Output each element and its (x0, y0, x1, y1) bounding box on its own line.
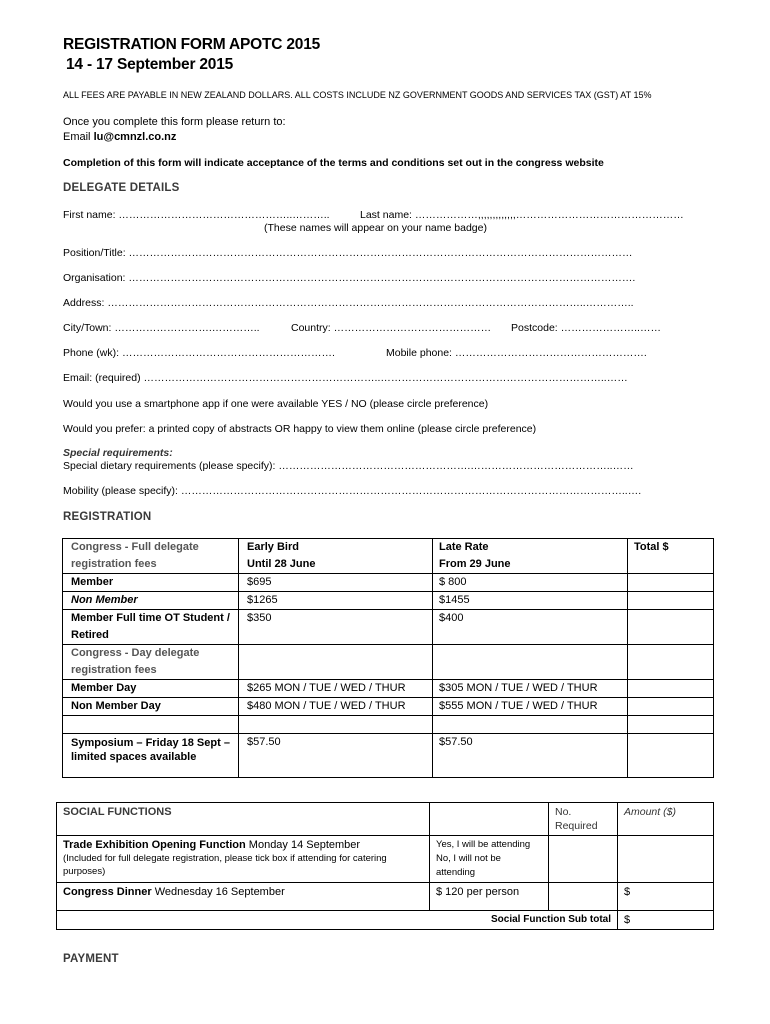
mobile-field[interactable]: Mobile phone: ………………………………………………. (386, 347, 647, 359)
reg-cell: $400 (433, 610, 628, 645)
trade-no-required-input[interactable] (549, 836, 618, 883)
form-dates: 14 - 17 September 2015 (66, 56, 234, 73)
city-field[interactable]: City/Town: ……………………….………….. (63, 322, 260, 334)
total-input[interactable] (628, 734, 714, 778)
late-rate-header: Late Rate From 29 June (439, 541, 511, 570)
reg-cell: $ 800 (433, 574, 628, 592)
email-label: Email (63, 131, 94, 143)
trade-exhibition-cell (57, 836, 430, 883)
table-row (63, 610, 714, 645)
reg-cell: Congress - Day delegate registration fees (63, 645, 239, 680)
return-email (63, 131, 176, 143)
reg-cell: Non Member Day (63, 698, 239, 716)
dinner-no-required-input[interactable] (549, 883, 618, 911)
subtotal-amount[interactable]: $ (618, 911, 714, 930)
table-row (63, 698, 714, 716)
reg-cell: Congress - Full delegate registration fees (63, 539, 239, 574)
table-row (63, 680, 714, 698)
early-bird-header: Early Bird Until 28 June (247, 541, 316, 570)
total-input[interactable] (628, 574, 714, 592)
table-row (63, 539, 714, 574)
trade-exhibition-title (63, 838, 423, 852)
trade-date: Monday 14 September (245, 839, 361, 851)
reg-cell: Member (63, 574, 239, 592)
reg-cell: Member Full time OT Student / Retired (63, 610, 239, 645)
reg-cell: $555 MON / TUE / WED / THUR (433, 698, 628, 716)
reg-cell: $265 MON / TUE / WED / THUR (239, 680, 433, 698)
fees-note: ALL FEES ARE PAYABLE IN NEW ZEALAND DOLLARS. ALL COSTS INCLUDE NZ GOVERNMENT GOODS AND SERVICES TAX (GST) AT 15% (63, 90, 652, 100)
dinner-price: $ 120 per person (430, 883, 549, 911)
amount-header: Amount ($) (618, 803, 714, 836)
reg-cell: $1455 (433, 592, 628, 610)
attending-yes-option[interactable]: Yes, I will be attending (436, 839, 531, 850)
reg-cell: $305 MON / TUE / WED / THUR (433, 680, 628, 698)
return-instructions: Once you complete this form please return to: (63, 116, 286, 128)
reg-cell (433, 539, 628, 574)
reg-cell: $480 MON / TUE / WED / THUR (239, 698, 433, 716)
last-name-field[interactable]: Last name: ………………,,,,,,,,,,,,,………………………………………… (360, 209, 684, 221)
reg-cell (239, 645, 433, 680)
position-field[interactable]: Position/Title: ……………………………………………………………………………………………………………………………… (63, 247, 633, 259)
dinner-title: Congress Dinner (63, 886, 152, 898)
social-cell (430, 803, 549, 836)
total-input[interactable] (628, 716, 714, 734)
dietary-field[interactable]: Special dietary requirements (please specify): ……………………………………………….…………………………………..…… (63, 460, 634, 472)
table-row (57, 836, 714, 883)
total-input[interactable] (628, 592, 714, 610)
dinner-date: Wednesday 16 September (151, 886, 285, 898)
registration-table (62, 538, 714, 778)
organisation-field[interactable]: Organisation: ………………………………………………………………………………………………………………………………. (63, 272, 636, 284)
country-field[interactable]: Country: ……………………………………… (291, 322, 492, 334)
reg-cell: $695 (239, 574, 433, 592)
total-input[interactable] (628, 610, 714, 645)
table-row (63, 716, 714, 734)
table-row (63, 592, 714, 610)
social-functions-table (56, 802, 714, 930)
trade-note: (Included for full delegate registration, please tick box if attending for catering purposes) (63, 853, 387, 877)
registration-heading: REGISTRATION (63, 511, 152, 523)
reg-cell: Member Day (63, 680, 239, 698)
reg-cell: $57.50 (239, 734, 433, 778)
table-row (57, 911, 714, 930)
abstracts-question: Would you prefer: a printed copy of abstracts OR happy to view them online (please circle preference) (63, 423, 537, 435)
social-functions-heading: SOCIAL FUNCTIONS (57, 803, 430, 836)
dinner-amount[interactable]: $ (618, 883, 714, 911)
trade-amount-input[interactable] (618, 836, 714, 883)
table-row (57, 883, 714, 911)
table-row (63, 574, 714, 592)
form-title: REGISTRATION FORM APOTC 2015 (63, 36, 321, 53)
reg-cell (239, 716, 433, 734)
table-row (63, 645, 714, 680)
total-header: Total $ (628, 539, 714, 574)
email-link[interactable]: lu@cmnzl.co.nz (93, 131, 177, 143)
reg-cell: $1265 (239, 592, 433, 610)
no-required-header: No. Required (549, 803, 618, 836)
reg-cell (239, 539, 433, 574)
reg-cell (433, 716, 628, 734)
phone-field[interactable]: Phone (wk): ……………………………………………………. (63, 347, 335, 359)
attending-no-option[interactable]: No, I will not be attending (436, 853, 501, 878)
table-row (57, 803, 714, 836)
reg-cell: Symposium – Friday 18 Sept – limited spaces available (63, 734, 239, 778)
congress-dinner-cell (57, 883, 430, 911)
first-name-field[interactable]: First name: …………………………………………..……….. (63, 209, 330, 221)
delegate-details-heading: DELEGATE DETAILS (63, 182, 180, 194)
badge-note: (These names will appear on your name badge) (264, 222, 487, 234)
total-input[interactable] (628, 645, 714, 680)
special-requirements-heading: Special requirements: (63, 447, 173, 459)
reg-cell (63, 716, 239, 734)
subtotal-label: Social Function Sub total (57, 911, 618, 930)
address-field[interactable]: Address: ………………………………………………………………………………………………………………………..………….. (63, 297, 634, 309)
attendance-options (430, 836, 549, 883)
trade-title: Trade Exhibition Opening Function (63, 839, 246, 851)
reg-cell: $350 (239, 610, 433, 645)
total-input[interactable] (628, 698, 714, 716)
smartphone-question: Would you use a smartphone app if one were available YES / NO (please circle preference) (63, 398, 489, 410)
reg-cell: $57.50 (433, 734, 628, 778)
total-input[interactable] (628, 680, 714, 698)
reg-cell: Non Member (63, 592, 239, 610)
acceptance-note: Completion of this form will indicate acceptance of the terms and conditions set out in the congress website (63, 157, 604, 169)
mobility-field[interactable]: Mobility (please specify): ………………………………………………………………………………………………………………..…. (63, 485, 642, 497)
payment-heading: PAYMENT (63, 953, 119, 965)
table-row (63, 734, 714, 778)
email-field[interactable]: Email: (required) …………………………………………………………..………………………………………………………..…… (63, 372, 628, 384)
reg-cell (433, 645, 628, 680)
postcode-field[interactable]: Postcode: …………………..…… (511, 322, 661, 334)
